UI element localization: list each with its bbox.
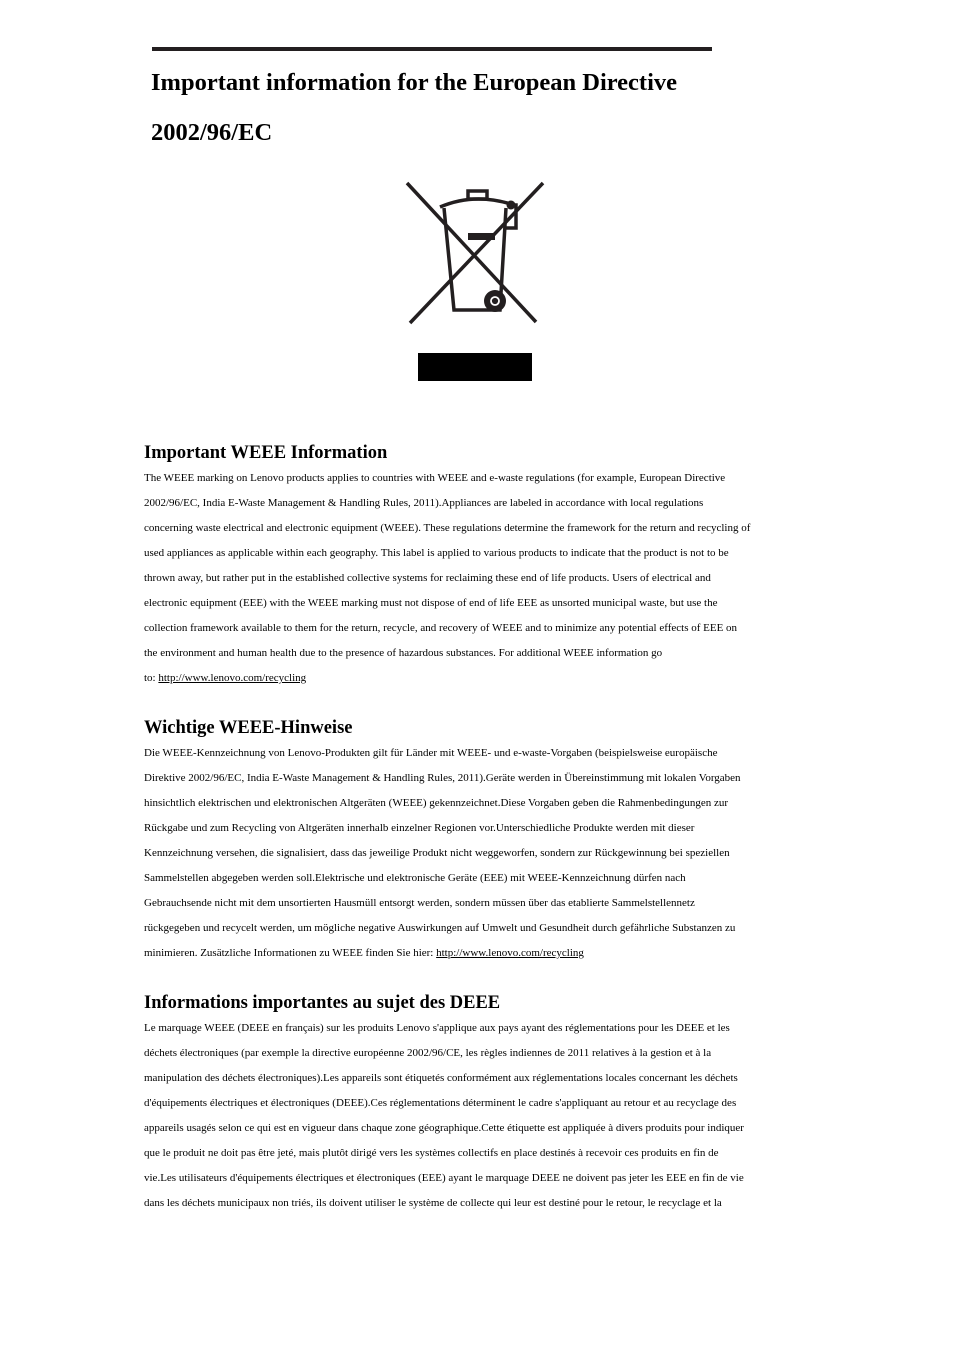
section-body-german bbox=[144, 741, 824, 966]
section-weee-german bbox=[144, 715, 824, 966]
section-heading-english: Important WEEE Information bbox=[144, 443, 388, 463]
title-rule bbox=[152, 47, 712, 51]
body-text-german: Die WEEE-Kennzeichnung von Lenovo-Produkten gilt für Länder mit WEEE- und e-waste-Vorgaben (beispielsweise europäische Direktive 2002/96/EC, India E-Waste Management & Handling Rules, 2011).Geräte werden in Übereinstimmung mit lokalen Vorgaben hinsichtlich elektrischen und elektronischen Altgeräten (WEEE) gekennzeichnet.Diese Vorgaben geben die Rahmenbedingungen zur Rückgabe und zum Recycling von Altgeräten innerhalb einzelner Regionen vor.Unterschiedliche Produkte werden mit dieser Kennzeichnung versehen, die signalisiert, dass das jeweilige Produkt nicht weggeworfen, sondern zur Rückgewinnung bei speziellen Sammelstellen abgegeben werden soll.Elektrische und elektronische Geräte (EEE) mit WEEE-Kennzeichnung dürfen nach Gebrauchsende nicht mit dem unsortierten Hausmüll entsorgt werden, sondern müssen über das etablierte Sammelstellennetz rückgegeben und recycelt werden, um mögliche negative Auswirkungen auf Umwelt und Gesundheit durch gefährliche Substanzen zu minimieren. Zusätzliche Informationen zu WEEE finden Sie hier: bbox=[144, 747, 741, 959]
section-heading-german: Wichtige WEEE-Hinweise bbox=[144, 718, 353, 738]
page-title-line-1: Important information for the European Directive bbox=[151, 69, 678, 96]
section-body-english bbox=[144, 466, 824, 691]
page-title bbox=[151, 58, 771, 158]
body-text-english: The WEEE marking on Lenovo products applies to countries with WEEE and e-waste regulations (for example, European Directive 2002/96/EC, India E-Waste Management & Handling Rules, 2011).Appliances are labeled in accordance with local regulations concerning waste electrical and electronic equipment (WEEE). These regulations determine the framework for the return and recycling of used appliances as applicable within each geography. This label is applied to various products to indicate that the product is not to be thrown away, but rather put in the established collective systems for reclaiming these end of life products. Users of electrical and electronic equipment (EEE) with the WEEE marking must not dispose of end of life EEE as unsorted municipal waste, but use the collection framework available to them for the return, recycle, and recovery of WEEE and to minimize any potential effects of EEE on the environment and human health due to the presence of hazardous substances. For additional WEEE information go to: bbox=[144, 472, 751, 684]
recycling-link-english[interactable]: http://www.lenovo.com/recycling bbox=[158, 672, 307, 684]
crossed-out-wheeled-bin-icon bbox=[402, 180, 546, 326]
section-deee-french bbox=[144, 990, 824, 1216]
solid-black-bar bbox=[418, 353, 532, 381]
section-weee-english bbox=[144, 440, 824, 691]
section-heading-french: Informations importantes au sujet des DEEE bbox=[144, 993, 501, 1013]
page-title-line-2: 2002/96/EC bbox=[151, 119, 273, 146]
section-body-french: Le marquage WEEE (DEEE en français) sur les produits Lenovo s'applique aux pays ayant des réglementations pour les DEEE et les déchets électroniques (par exemple la directive européenne 2002/96/CE, les règles indiennes de 2011 relatives à la gestion et à la manipulation des déchets électroniques).Les appareils sont étiquetés conformément aux réglementations locales concernant les déchets d'équipements électriques et électroniques (DEEE).Ces réglementations déterminent le cadre s'appliquant au retour et au recyclage des appareils usagés selon ce qui est en vigueur dans chaque zone géographique.Cette étiquette est appliquée à divers produits pour indiquer que le produit ne doit pas être jeté, mais plutôt dirigé vers les systèmes collectifs en place destinés à recevoir ces produits en fin de vie.Les utilisateurs d'équipements électriques et électroniques (EEE) ayant le marquage DEEE ne doivent pas jeter les EEE en fin de vie dans les déchets municipaux non triés, ils doivent utiliser le système de collecte qui leur est destiné pour le retour, le recyclage et la bbox=[144, 1022, 744, 1209]
recycling-link-german[interactable]: http://www.lenovo.com/recycling bbox=[436, 947, 584, 959]
